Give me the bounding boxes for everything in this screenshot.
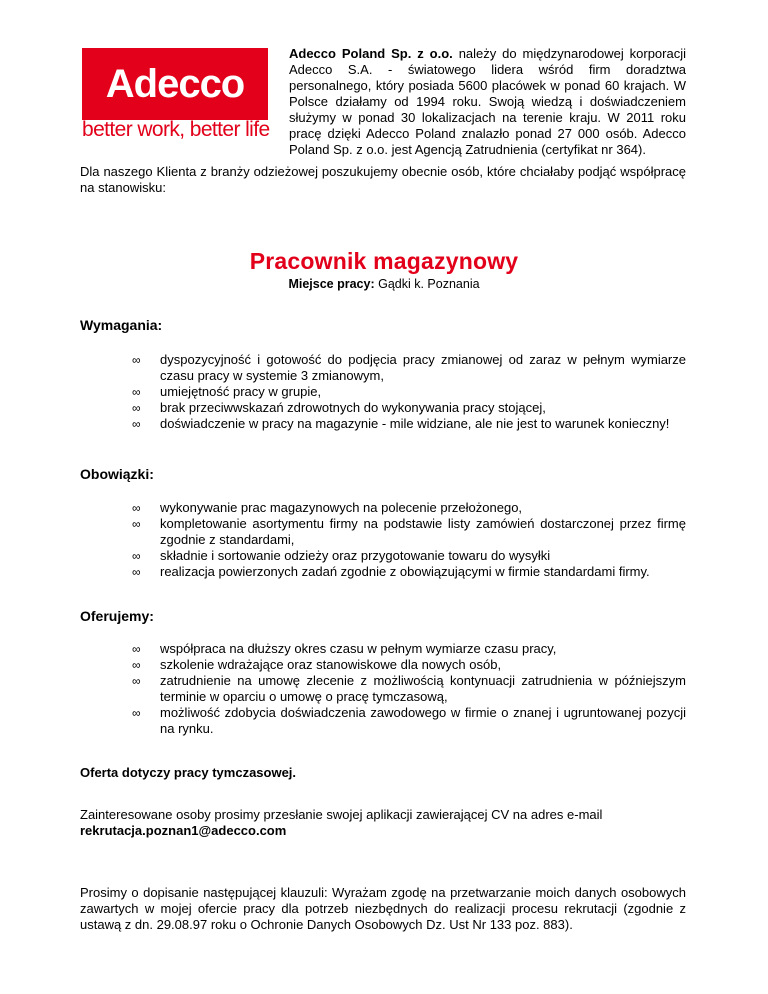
list-item (132, 657, 686, 673)
bullet-icon: ∞ (132, 385, 141, 399)
duties-list (132, 500, 686, 580)
list-item-text: umiejętność pracy w grupie, (160, 384, 322, 399)
intro-paragraph: Dla naszego Klienta z branży odzieżowej poszukujemy obecnie osób, które chciałaby podjąć współpracę na stanowisku: (80, 164, 686, 195)
list-item-text: dyspozycyjność i gotowość do podjęcia pracy zmianowej od zaraz w pełnym wymiarze czasu pracy w systemie 3 zmianowym, (160, 352, 686, 383)
job-title: Pracownik magazynowy (249, 248, 519, 274)
offer-heading: Oferujemy: (80, 608, 154, 624)
apply-text: Zainteresowane osoby prosimy przesłanie swojej aplikacji zawierającej CV na adres e-mail (80, 807, 603, 822)
list-item-text: doświadczenie w pracy na magazynie - mile widziane, ale nie jest to warunek konieczny! (160, 416, 670, 431)
list-item-text: brak przeciwwskazań zdrowotnych do wykonywania pracy stojącej, (160, 400, 546, 415)
requirements-list (132, 352, 686, 432)
list-item-text: szkolenie wdrażające oraz stanowiskowe dla nowych osób, (160, 657, 502, 672)
list-item-text: składnie i sortowanie odzieży oraz przygotowanie towaru do wysyłki (160, 548, 551, 563)
list-item-text: współpraca na dłuższy okres czasu w pełnym wymiarze czasu pracy, (160, 641, 557, 656)
bullet-icon: ∞ (132, 565, 141, 579)
duties-heading: Obowiązki: (80, 466, 154, 482)
list-item-text: kompletowanie asortymentu firmy na podstawie listy zamówień dostarczonej przez firmę zgodnie z standardami, (160, 516, 686, 547)
bullet-icon: ∞ (132, 401, 141, 415)
bullet-icon: ∞ (132, 706, 141, 720)
list-item (132, 564, 686, 580)
bullet-icon: ∞ (132, 549, 141, 563)
adecco-logo (82, 48, 268, 120)
requirements-heading: Wymagania: (80, 317, 163, 333)
list-item (132, 384, 686, 400)
apply-email-link[interactable]: rekrutacja.poznan1@adecco.com (80, 823, 287, 838)
company-description-text: należy do międzynarodowej korporacji Adecco S.A. - światowego lidera wśród firm doradztwa personalnego, który posiada 5600 placówek w ponad 60 krajach. W Polsce działamy od 1994 roku. Swoją wiedzą i doświadczeniem służymy w ponad 30 lokalizacjach na terenie kraju. W 2011 roku pracę dzięki Adecco Poland znalazło ponad 27 000 osób. Adecco Poland Sp. z o.o. jest Agencją Zatrudnienia (certyfikat nr 364). (289, 46, 686, 157)
bullet-icon: ∞ (132, 642, 141, 656)
list-item (132, 705, 686, 737)
bullet-icon: ∞ (132, 417, 141, 431)
apply-paragraph (80, 807, 686, 839)
list-item (132, 641, 686, 657)
list-item (132, 548, 686, 564)
job-location-label: Miejsce pracy: (288, 277, 375, 291)
temporary-work-note: Oferta dotyczy pracy tymczasowej. (80, 765, 297, 780)
job-location (0, 277, 768, 291)
list-item (132, 673, 686, 705)
list-item-text: możliwość zdobycia doświadczenia zawodowego w firmie o znanej i ugruntowanej pozycji na rynku. (160, 705, 686, 736)
list-item-text: zatrudnienie na umowę zlecenie z możliwością kontynuacji zatrudnienia w późniejszym terminie w oparciu o umowę o pracę tymczasową, (160, 673, 686, 704)
bullet-icon: ∞ (132, 501, 141, 515)
logo-wordmark: Adecco (105, 61, 245, 106)
logo-tagline: better work, better life (82, 118, 270, 141)
list-item (132, 352, 686, 384)
list-item (132, 500, 686, 516)
job-location-value: Gądki k. Poznania (374, 277, 480, 291)
list-item-text: wykonywanie prac magazynowych na polecenie przełożonego, (160, 500, 523, 515)
bullet-icon: ∞ (132, 517, 141, 531)
bullet-icon: ∞ (132, 353, 141, 367)
company-name: Adecco Poland Sp. z o.o. (289, 46, 453, 61)
list-item (132, 416, 686, 432)
list-item (132, 516, 686, 548)
list-item-text: realizacja powierzonych zadań zgodnie z obowiązującymi w firmie standardami firmy. (160, 564, 650, 579)
bullet-icon: ∞ (132, 674, 141, 688)
company-description (289, 46, 686, 158)
bullet-icon: ∞ (132, 658, 141, 672)
gdpr-clause: Prosimy o dopisanie następującej klauzuli: Wyrażam zgodę na przetwarzanie moich danych osobowych zawartych w mojej ofercie pracy dla potrzeb niezbędnych do realizacji procesu rekrutacji (zgodnie z ustawą z dn. 29.08.97 roku o Ochronie Danych Osobowych Dz. Ust Nr 133 poz. 883). (80, 885, 686, 932)
list-item (132, 400, 686, 416)
offer-list (132, 641, 686, 737)
